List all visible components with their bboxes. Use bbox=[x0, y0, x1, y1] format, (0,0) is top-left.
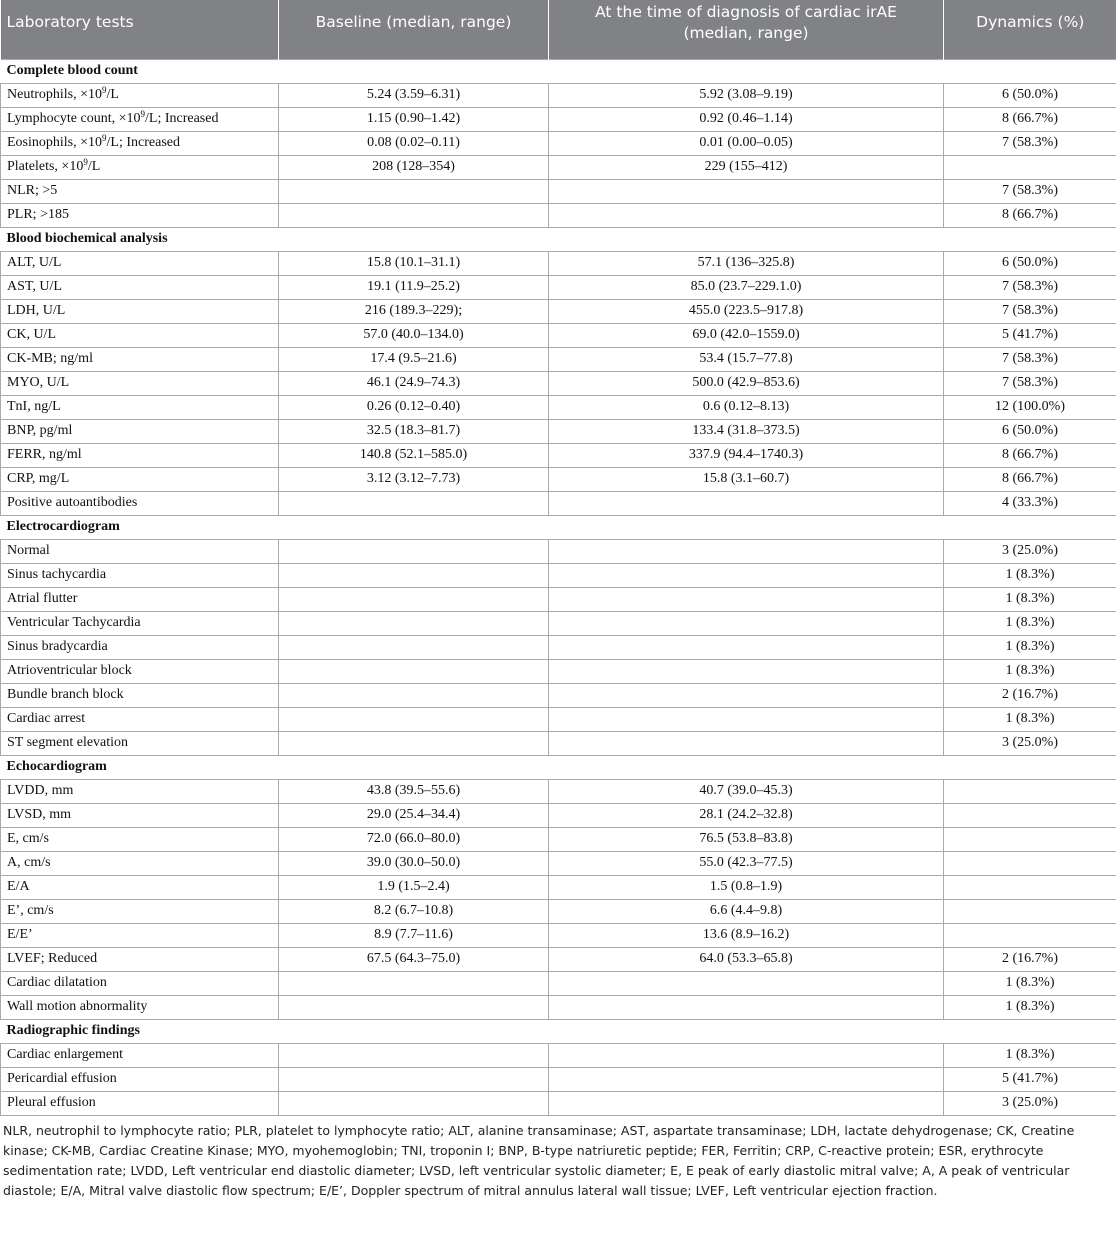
test-name: Pericardial effusion bbox=[7, 1071, 117, 1086]
baseline-cell bbox=[279, 659, 549, 683]
test-name: Neutrophils, ×10 bbox=[7, 87, 102, 102]
table-row bbox=[1, 707, 1116, 731]
baseline-cell: 1.15 (0.90–1.42) bbox=[279, 107, 549, 131]
test-name-cell bbox=[1, 827, 279, 851]
dynamics-cell: 1 (8.3%) bbox=[944, 611, 1116, 635]
test-name: E, cm/s bbox=[7, 831, 49, 846]
dynamics-cell bbox=[944, 899, 1116, 923]
test-name-cell bbox=[1, 155, 279, 179]
dynamics-cell bbox=[944, 923, 1116, 947]
test-name-cell bbox=[1, 1091, 279, 1115]
dynamics-cell: 2 (16.7%) bbox=[944, 683, 1116, 707]
section-header-row bbox=[1, 227, 1116, 251]
test-name: E’, cm/s bbox=[7, 903, 54, 918]
diagnosis-cell bbox=[549, 1091, 944, 1115]
test-name-cell bbox=[1, 1067, 279, 1091]
test-name: LVSD, mm bbox=[7, 807, 72, 822]
test-name-exponent: 9 bbox=[83, 157, 88, 167]
dynamics-cell: 7 (58.3%) bbox=[944, 179, 1116, 203]
test-name-cell bbox=[1, 107, 279, 131]
test-name-exponent: 9 bbox=[102, 85, 107, 95]
dynamics-cell: 4 (33.3%) bbox=[944, 491, 1116, 515]
diagnosis-cell: 0.6 (0.12–8.13) bbox=[549, 395, 944, 419]
test-name-cell bbox=[1, 83, 279, 107]
test-name: Lymphocyte count, ×10 bbox=[7, 111, 141, 126]
diagnosis-cell bbox=[549, 1043, 944, 1067]
test-name: E/A bbox=[7, 879, 30, 894]
table-row bbox=[1, 683, 1116, 707]
baseline-cell bbox=[279, 587, 549, 611]
diagnosis-cell bbox=[549, 563, 944, 587]
section-title: Electrocardiogram bbox=[1, 515, 1116, 539]
table-row bbox=[1, 947, 1116, 971]
test-name-suffix: /L; Increased bbox=[106, 135, 180, 150]
test-name: MYO, U/L bbox=[7, 375, 70, 390]
test-name-cell bbox=[1, 251, 279, 275]
dynamics-cell: 5 (41.7%) bbox=[944, 323, 1116, 347]
baseline-cell bbox=[279, 611, 549, 635]
diagnosis-cell bbox=[549, 203, 944, 227]
baseline-cell bbox=[279, 971, 549, 995]
table-row bbox=[1, 275, 1116, 299]
test-name-cell bbox=[1, 707, 279, 731]
table-row bbox=[1, 203, 1116, 227]
test-name-cell bbox=[1, 443, 279, 467]
test-name-cell bbox=[1, 203, 279, 227]
diagnosis-cell: 40.7 (39.0–45.3) bbox=[549, 779, 944, 803]
dynamics-cell bbox=[944, 155, 1116, 179]
dynamics-cell: 1 (8.3%) bbox=[944, 563, 1116, 587]
section-title: Blood biochemical analysis bbox=[1, 227, 1116, 251]
dynamics-cell: 8 (66.7%) bbox=[944, 467, 1116, 491]
dynamics-cell: 7 (58.3%) bbox=[944, 347, 1116, 371]
table-row bbox=[1, 419, 1116, 443]
test-name-cell bbox=[1, 323, 279, 347]
table-header bbox=[1, 0, 1116, 59]
section-header-row bbox=[1, 59, 1116, 83]
test-name-cell bbox=[1, 923, 279, 947]
diagnosis-cell bbox=[549, 1067, 944, 1091]
test-name-cell bbox=[1, 419, 279, 443]
table-row bbox=[1, 659, 1116, 683]
test-name: Positive autoantibodies bbox=[7, 495, 138, 510]
table-row bbox=[1, 971, 1116, 995]
test-name: Cardiac arrest bbox=[7, 711, 86, 726]
dynamics-cell: 12 (100.0%) bbox=[944, 395, 1116, 419]
diagnosis-cell: 5.92 (3.08–9.19) bbox=[549, 83, 944, 107]
table-row bbox=[1, 923, 1116, 947]
table-row bbox=[1, 179, 1116, 203]
test-name: Atrial flutter bbox=[7, 591, 78, 606]
test-name: Sinus bradycardia bbox=[7, 639, 108, 654]
diagnosis-cell: 0.01 (0.00–0.05) bbox=[549, 131, 944, 155]
diagnosis-cell: 55.0 (42.3–77.5) bbox=[549, 851, 944, 875]
test-name: NLR; >5 bbox=[7, 183, 58, 198]
baseline-cell: 32.5 (18.3–81.7) bbox=[279, 419, 549, 443]
test-name-cell bbox=[1, 371, 279, 395]
baseline-cell bbox=[279, 203, 549, 227]
test-name: A, cm/s bbox=[7, 855, 51, 870]
test-name: Eosinophils, ×10 bbox=[7, 135, 103, 150]
test-name: LVEF; Reduced bbox=[7, 951, 98, 966]
table-row bbox=[1, 803, 1116, 827]
test-name-cell bbox=[1, 635, 279, 659]
dynamics-cell bbox=[944, 779, 1116, 803]
baseline-cell bbox=[279, 707, 549, 731]
test-name-cell bbox=[1, 299, 279, 323]
baseline-cell: 43.8 (39.5–55.6) bbox=[279, 779, 549, 803]
test-name: LVDD, mm bbox=[7, 783, 74, 798]
header-baseline: Baseline (median, range) bbox=[279, 0, 549, 59]
test-name-suffix: /L; Increased bbox=[145, 111, 219, 126]
table-row bbox=[1, 611, 1116, 635]
diagnosis-cell bbox=[549, 611, 944, 635]
diagnosis-cell: 133.4 (31.8–373.5) bbox=[549, 419, 944, 443]
baseline-cell: 3.12 (3.12–7.73) bbox=[279, 467, 549, 491]
baseline-cell: 1.9 (1.5–2.4) bbox=[279, 875, 549, 899]
diagnosis-cell bbox=[549, 539, 944, 563]
diagnosis-cell bbox=[549, 491, 944, 515]
dynamics-cell: 3 (25.0%) bbox=[944, 731, 1116, 755]
table-footnote: NLR, neutrophil to lymphocyte ratio; PLR, platelet to lymphocyte ratio; ALT, alanine transaminase; AST, aspartate transaminase; LDH, lactate dehydrogenase; CK, Creatine kinase; CK-MB, Cardiac Creatine Kinase; MYO, myohemoglobin; TNI, troponin I; BNP, B-type natriuretic peptide; FER, Ferritin; CRP, C-reactive protein; ESR, erythrocyte sedimentation rate; LVDD, Left ventricular end diastolic diameter; LVSD, left ventricular systolic diameter; E, E peak of early diastolic mitral valve; A, A peak of ventricular diastole; E/A, Mitral valve diastolic flow spectrum; E/E’, Doppler spectrum of mitral annulus lateral wall tissue; LVEF, Left ventricular ejection fraction. bbox=[3, 1122, 1075, 1198]
header-diagnosis-line2: (median, range) bbox=[683, 24, 809, 42]
test-name-cell bbox=[1, 875, 279, 899]
test-name-cell bbox=[1, 467, 279, 491]
table-row bbox=[1, 395, 1116, 419]
table-row bbox=[1, 875, 1116, 899]
table-row bbox=[1, 323, 1116, 347]
table-row bbox=[1, 563, 1116, 587]
dynamics-cell: 3 (25.0%) bbox=[944, 1091, 1116, 1115]
diagnosis-cell: 76.5 (53.8–83.8) bbox=[549, 827, 944, 851]
diagnosis-cell bbox=[549, 707, 944, 731]
diagnosis-cell bbox=[549, 995, 944, 1019]
baseline-cell: 216 (189.3–229); bbox=[279, 299, 549, 323]
test-name-cell bbox=[1, 683, 279, 707]
dynamics-cell bbox=[944, 827, 1116, 851]
test-name-cell bbox=[1, 611, 279, 635]
diagnosis-cell bbox=[549, 587, 944, 611]
dynamics-cell: 1 (8.3%) bbox=[944, 995, 1116, 1019]
table-row bbox=[1, 251, 1116, 275]
test-name-cell bbox=[1, 899, 279, 923]
dynamics-cell: 1 (8.3%) bbox=[944, 587, 1116, 611]
dynamics-cell: 7 (58.3%) bbox=[944, 299, 1116, 323]
test-name-cell bbox=[1, 491, 279, 515]
test-name: CRP, mg/L bbox=[7, 471, 70, 486]
baseline-cell: 46.1 (24.9–74.3) bbox=[279, 371, 549, 395]
test-name: CK, U/L bbox=[7, 327, 56, 342]
table-row bbox=[1, 731, 1116, 755]
table-row bbox=[1, 155, 1116, 179]
diagnosis-cell: 500.0 (42.9–853.6) bbox=[549, 371, 944, 395]
baseline-cell: 39.0 (30.0–50.0) bbox=[279, 851, 549, 875]
test-name: Atrioventricular block bbox=[7, 663, 132, 678]
table-row bbox=[1, 443, 1116, 467]
table-row bbox=[1, 1067, 1116, 1091]
test-name: Cardiac enlargement bbox=[7, 1047, 123, 1062]
table-row bbox=[1, 995, 1116, 1019]
test-name-cell bbox=[1, 947, 279, 971]
test-name: E/E’ bbox=[7, 927, 33, 942]
test-name: AST, U/L bbox=[7, 279, 62, 294]
baseline-cell: 17.4 (9.5–21.6) bbox=[279, 347, 549, 371]
baseline-cell: 140.8 (52.1–585.0) bbox=[279, 443, 549, 467]
table-row bbox=[1, 299, 1116, 323]
diagnosis-cell bbox=[549, 683, 944, 707]
dynamics-cell bbox=[944, 875, 1116, 899]
dynamics-cell: 6 (50.0%) bbox=[944, 251, 1116, 275]
test-name: ST segment elevation bbox=[7, 735, 129, 750]
header-diagnosis bbox=[549, 0, 944, 59]
test-name: Wall motion abnormality bbox=[7, 999, 148, 1014]
diagnosis-cell bbox=[549, 731, 944, 755]
baseline-cell: 15.8 (10.1–31.1) bbox=[279, 251, 549, 275]
diagnosis-cell: 1.5 (0.8–1.9) bbox=[549, 875, 944, 899]
baseline-cell bbox=[279, 731, 549, 755]
table-row bbox=[1, 1043, 1116, 1067]
test-name-cell bbox=[1, 779, 279, 803]
baseline-cell: 0.08 (0.02–0.11) bbox=[279, 131, 549, 155]
baseline-cell: 67.5 (64.3–75.0) bbox=[279, 947, 549, 971]
table-row bbox=[1, 107, 1116, 131]
section-title: Radiographic findings bbox=[1, 1019, 1116, 1043]
test-name: Ventricular Tachycardia bbox=[7, 615, 141, 630]
diagnosis-cell: 85.0 (23.7–229.1.0) bbox=[549, 275, 944, 299]
diagnosis-cell: 53.4 (15.7–77.8) bbox=[549, 347, 944, 371]
test-name: Bundle branch block bbox=[7, 687, 124, 702]
test-name-cell bbox=[1, 347, 279, 371]
test-name-cell bbox=[1, 539, 279, 563]
baseline-cell bbox=[279, 1043, 549, 1067]
diagnosis-cell: 455.0 (223.5–917.8) bbox=[549, 299, 944, 323]
diagnosis-cell: 64.0 (53.3–65.8) bbox=[549, 947, 944, 971]
test-name: Platelets, ×10 bbox=[7, 159, 84, 174]
table-row bbox=[1, 635, 1116, 659]
test-name: PLR; >185 bbox=[7, 207, 69, 222]
test-name: ALT, U/L bbox=[7, 255, 62, 270]
baseline-cell bbox=[279, 995, 549, 1019]
table-row bbox=[1, 851, 1116, 875]
test-name: CK-MB; ng/ml bbox=[7, 351, 93, 366]
diagnosis-cell: 69.0 (42.0–1559.0) bbox=[549, 323, 944, 347]
diagnosis-cell: 57.1 (136–325.8) bbox=[549, 251, 944, 275]
test-name-cell bbox=[1, 995, 279, 1019]
header-row bbox=[1, 0, 1116, 59]
baseline-cell bbox=[279, 1067, 549, 1091]
test-name-cell bbox=[1, 659, 279, 683]
test-name-cell bbox=[1, 275, 279, 299]
table-row bbox=[1, 83, 1116, 107]
test-name-cell bbox=[1, 179, 279, 203]
baseline-cell: 19.1 (11.9–25.2) bbox=[279, 275, 549, 299]
dynamics-cell bbox=[944, 803, 1116, 827]
dynamics-cell: 7 (58.3%) bbox=[944, 275, 1116, 299]
diagnosis-cell: 13.6 (8.9–16.2) bbox=[549, 923, 944, 947]
baseline-cell bbox=[279, 1091, 549, 1115]
baseline-cell: 0.26 (0.12–0.40) bbox=[279, 395, 549, 419]
dynamics-cell: 1 (8.3%) bbox=[944, 659, 1116, 683]
test-name-cell bbox=[1, 563, 279, 587]
table-row bbox=[1, 779, 1116, 803]
diagnosis-cell bbox=[549, 179, 944, 203]
section-header-row bbox=[1, 1019, 1116, 1043]
diagnosis-cell: 28.1 (24.2–32.8) bbox=[549, 803, 944, 827]
table-row bbox=[1, 899, 1116, 923]
diagnosis-cell: 15.8 (3.1–60.7) bbox=[549, 467, 944, 491]
table-row bbox=[1, 371, 1116, 395]
dynamics-cell: 5 (41.7%) bbox=[944, 1067, 1116, 1091]
diagnosis-cell bbox=[549, 971, 944, 995]
header-laboratory-tests: Laboratory tests bbox=[1, 0, 279, 59]
test-name-exponent: 9 bbox=[140, 109, 145, 119]
dynamics-cell: 2 (16.7%) bbox=[944, 947, 1116, 971]
diagnosis-cell: 337.9 (94.4–1740.3) bbox=[549, 443, 944, 467]
test-name: Sinus tachycardia bbox=[7, 567, 107, 582]
baseline-cell: 72.0 (66.0–80.0) bbox=[279, 827, 549, 851]
test-name-cell bbox=[1, 395, 279, 419]
baseline-cell: 29.0 (25.4–34.4) bbox=[279, 803, 549, 827]
section-title: Echocardiogram bbox=[1, 755, 1116, 779]
dynamics-cell: 1 (8.3%) bbox=[944, 1043, 1116, 1067]
test-name-cell bbox=[1, 803, 279, 827]
dynamics-cell: 8 (66.7%) bbox=[944, 443, 1116, 467]
test-name: LDH, U/L bbox=[7, 303, 66, 318]
diagnosis-cell: 229 (155–412) bbox=[549, 155, 944, 179]
test-name-suffix: /L bbox=[106, 87, 119, 102]
test-name: Pleural effusion bbox=[7, 1095, 96, 1110]
test-name: Normal bbox=[7, 543, 50, 558]
test-name-exponent: 9 bbox=[102, 133, 107, 143]
table-row bbox=[1, 491, 1116, 515]
section-header-row bbox=[1, 515, 1116, 539]
test-name-cell bbox=[1, 1043, 279, 1067]
test-name-cell bbox=[1, 971, 279, 995]
baseline-cell bbox=[279, 635, 549, 659]
header-dynamics: Dynamics (%) bbox=[944, 0, 1116, 59]
test-name: Cardiac dilatation bbox=[7, 975, 107, 990]
dynamics-cell: 7 (58.3%) bbox=[944, 371, 1116, 395]
diagnosis-cell bbox=[549, 635, 944, 659]
table-row bbox=[1, 467, 1116, 491]
test-name-cell bbox=[1, 587, 279, 611]
dynamics-cell bbox=[944, 851, 1116, 875]
header-diagnosis-line1: At the time of diagnosis of cardiac irAE bbox=[595, 3, 897, 21]
dynamics-cell: 8 (66.7%) bbox=[944, 107, 1116, 131]
test-name-cell bbox=[1, 851, 279, 875]
diagnosis-cell: 0.92 (0.46–1.14) bbox=[549, 107, 944, 131]
baseline-cell: 8.9 (7.7–11.6) bbox=[279, 923, 549, 947]
baseline-cell: 5.24 (3.59–6.31) bbox=[279, 83, 549, 107]
dynamics-cell: 1 (8.3%) bbox=[944, 971, 1116, 995]
baseline-cell bbox=[279, 539, 549, 563]
test-name: FERR, ng/ml bbox=[7, 447, 82, 462]
baseline-cell bbox=[279, 491, 549, 515]
baseline-cell bbox=[279, 683, 549, 707]
dynamics-cell: 1 (8.3%) bbox=[944, 707, 1116, 731]
dynamics-cell: 6 (50.0%) bbox=[944, 419, 1116, 443]
table-row bbox=[1, 347, 1116, 371]
dynamics-cell: 3 (25.0%) bbox=[944, 539, 1116, 563]
test-name: BNP, pg/ml bbox=[7, 423, 73, 438]
section-header-row bbox=[1, 755, 1116, 779]
baseline-cell: 8.2 (6.7–10.8) bbox=[279, 899, 549, 923]
test-name-cell bbox=[1, 131, 279, 155]
diagnosis-cell: 6.6 (4.4–9.8) bbox=[549, 899, 944, 923]
dynamics-cell: 8 (66.7%) bbox=[944, 203, 1116, 227]
table-row bbox=[1, 1091, 1116, 1115]
baseline-cell bbox=[279, 563, 549, 587]
table-row bbox=[1, 827, 1116, 851]
test-name-cell bbox=[1, 731, 279, 755]
baseline-cell: 57.0 (40.0–134.0) bbox=[279, 323, 549, 347]
diagnosis-cell bbox=[549, 659, 944, 683]
dynamics-cell: 1 (8.3%) bbox=[944, 635, 1116, 659]
test-name-suffix: /L bbox=[87, 159, 101, 174]
baseline-cell: 208 (128–354) bbox=[279, 155, 549, 179]
table-body bbox=[1, 59, 1116, 1115]
dynamics-cell: 6 (50.0%) bbox=[944, 83, 1116, 107]
table-row bbox=[1, 587, 1116, 611]
baseline-cell bbox=[279, 179, 549, 203]
table-row bbox=[1, 131, 1116, 155]
test-name: TnI, ng/L bbox=[7, 399, 61, 414]
section-title: Complete blood count bbox=[1, 59, 1116, 83]
table-row bbox=[1, 539, 1116, 563]
dynamics-cell: 7 (58.3%) bbox=[944, 131, 1116, 155]
